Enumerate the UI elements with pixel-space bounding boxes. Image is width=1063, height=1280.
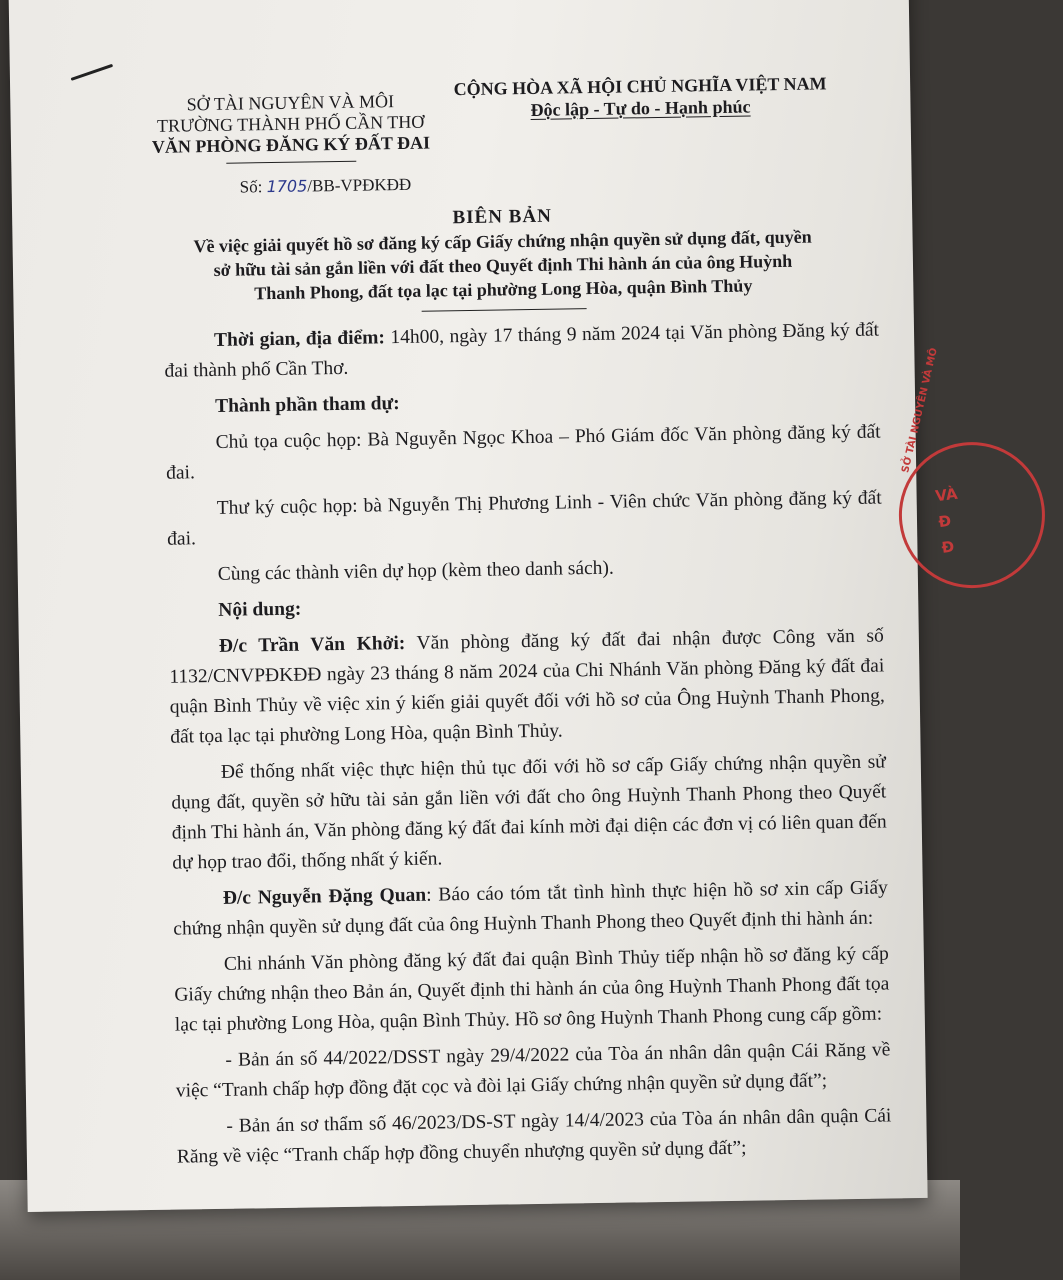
stamp-text-3: Đ [940,537,956,557]
document-number [240,175,412,198]
title-rule [421,308,586,312]
title-line-2: sở hữu tài sản gắn liền với đất theo Quyết định Thi hành án của ông Huỳnh [213,250,793,280]
title-line-3: Thanh Phong, đất tọa lạc tại phường Long Hòa, quận Bình Thủy [254,275,753,304]
unify-paragraph: Để thống nhất việc thực hiện thủ tục đối với hồ sơ cấp Giấy chứng nhận quyền sử dụng đất, quyền sở hữu tài sản gắn liền với đất cho ông Huỳnh Thanh Phong theo Quyết định Thi hành án, Văn phòng đăng ký đất đai kính mời đại diện các đơn vị có liên quan đến dự họp trao đổi, thống nhất ý kiến. [171,751,887,874]
stamp-inner [934,481,965,561]
agency-header [140,90,441,165]
speaker1-text: Văn phòng đăng ký đất đai nhận được Công văn số 1132/CNVPĐKĐĐ ngày 23 tháng 8 năm 2024 của Chi Nhánh Văn phòng Đăng ký đất đai quận Bình Thủy về việc xin ý kiến giải quyết đối với hồ sơ của Ông Huỳnh Thanh Phong, đất tọa lạc tại phường Long Hòa, quận Bình Thủy. [169,625,885,748]
members-paragraph: Cùng các thành viên dự họp (kèm theo danh sách). [217,557,615,585]
time-paragraph [164,316,880,387]
attendees-label: Thành phần tham dự: [214,393,400,417]
document-title [152,200,854,316]
number-prefix: Số: [239,177,263,197]
speaker2-text: : Báo cáo tóm tắt tình hình thực hiện hồ sơ xin cấp Giấy chứng nhận quyền sử dụng đất của ông Huỳnh Thanh Phong theo Quyết định thi hành án: [173,877,888,940]
agency-rule [226,161,356,164]
number-suffix: /BB-VPĐKĐĐ [307,174,412,196]
time-text: 14h00, ngày 17 tháng 9 năm 2024 tại Văn phòng Đăng ký đất đai thành phố Cần Thơ. [164,319,880,382]
speaker1-name: Đ/c Trần Văn Khởi: [218,632,406,657]
document-body [164,316,892,1179]
title-line-1: Về việc giải quyết hồ sơ đăng ký cấp Giấy chứng nhận quyền sử dụng đất, quyền [193,226,812,257]
document-sheet [8,0,959,1212]
national-title: CỘNG HÒA XÃ HỘI CHỦ NGHĨA VIỆT NAM [453,73,827,100]
agency-line-1: SỞ TÀI NGUYÊN VÀ MÔI [186,91,395,115]
stamp-ring-text: SỞ TÀI NGUYÊN VÀ MÔ [900,346,940,474]
stamp-text-2: Đ [937,511,953,532]
list-item-1: - Bản án số 44/2022/DSST ngày 29/4/2022 của Tòa án nhân dân quận Cái Răng về việc “Tranh chấp hợp đồng đặt cọc và đòi lại Giấy chứng nhận quyền sử dụng đất”; [175,1039,891,1102]
chair-paragraph: Chủ tọa cuộc họp: Bà Nguyễn Ngọc Khoa – Phó Giám đốc Văn phòng đăng ký đất đai. [166,421,881,484]
content-label: Nội dung: [218,598,302,621]
time-label: Thời gian, địa điểm: [213,327,386,351]
branch-paragraph: Chi nhánh Văn phòng đăng ký đất đai quận Bình Thủy tiếp nhận hồ sơ đăng ký cấp Giấy chứng nhận theo Bản án, Quyết định thi hành án của ông Huỳnh Thanh Phong đất tọa lạc tại phường Long Hòa, quận Bình Thủy. Hồ sơ ông Huỳnh Thanh Phong cung cấp gồm: [174,943,890,1036]
speaker2-paragraph [173,873,889,944]
agency-line-3: VĂN PHÒNG ĐĂNG KÝ ĐẤT ĐAI [151,132,431,157]
secretary-paragraph: Thư ký cuộc họp: bà Nguyễn Thị Phương Linh - Viên chức Văn phòng đăng ký đất đai. [167,487,882,550]
speaker2-name: Đ/c Nguyễn Đặng Quan [222,884,427,909]
pen-mark [71,64,114,81]
number-handwritten: 1705 [266,176,308,197]
speaker1-paragraph [169,621,886,752]
national-header [440,72,841,122]
title-main: BIÊN BẢN [452,205,552,229]
list-item-2: - Bản án sơ thẩm số 46/2023/DS-ST ngày 14/4/2023 của Tòa án nhân dân quận Cái Răng về việc “Tranh chấp hợp đồng chuyển nhượng quyền sử dụng đất”; [176,1105,892,1168]
national-motto: Độc lập - Tự do - Hạnh phúc [530,96,751,120]
agency-line-2: TRƯỜNG THÀNH PHỐ CẦN THƠ [156,111,425,136]
stamp-text-1: VÀ [934,484,959,506]
red-seal-stamp [891,346,1053,596]
